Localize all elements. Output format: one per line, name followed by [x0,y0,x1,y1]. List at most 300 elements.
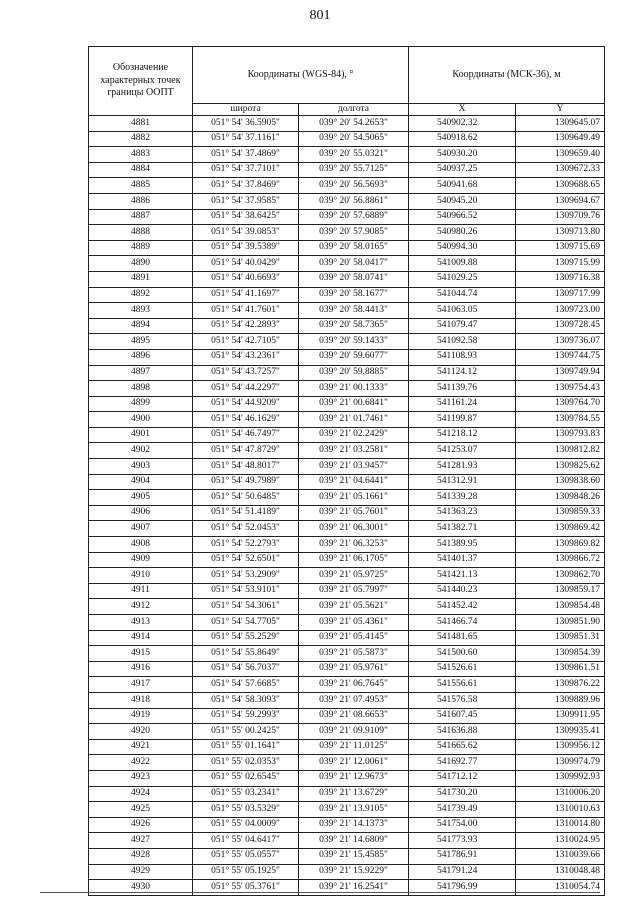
x-cell: 541773.93 [409,833,516,849]
latitude-cell: 051° 54' 43.7257" [193,365,299,381]
header-longitude: долгота [299,104,409,116]
point-id-cell: 4890 [89,256,193,272]
latitude-cell: 051° 54' 47.8729" [193,443,299,459]
longitude-cell: 039° 21' 13.9105" [299,802,409,818]
x-cell: 541576.58 [409,692,516,708]
table-row [89,459,605,475]
point-id-cell: 4912 [89,599,193,615]
x-cell: 541730.20 [409,786,516,802]
longitude-cell: 039° 20' 59.8885" [299,365,409,381]
point-id-cell: 4892 [89,287,193,303]
latitude-cell: 051° 54' 42.7105" [193,334,299,350]
x-cell: 541421.13 [409,568,516,584]
x-cell: 541312.91 [409,474,516,490]
latitude-cell: 051° 54' 58.3093" [193,692,299,708]
table-row [89,412,605,428]
longitude-cell: 039° 21' 15.4585" [299,848,409,864]
y-cell: 1309754.43 [516,381,605,397]
longitude-cell: 039° 21' 00.6841" [299,396,409,412]
longitude-cell: 039° 21' 03.2581" [299,443,409,459]
point-id-cell: 4883 [89,147,193,163]
table-row [89,692,605,708]
latitude-cell: 051° 55' 05.1925" [193,864,299,880]
latitude-cell: 051° 54' 53.2909" [193,568,299,584]
point-id-cell: 4930 [89,880,193,896]
table-row [89,770,605,786]
y-cell: 1309859.17 [516,583,605,599]
table-row [89,147,605,163]
x-cell: 541481.65 [409,630,516,646]
y-cell: 1310010.63 [516,802,605,818]
x-cell: 541452.42 [409,599,516,615]
x-cell: 541161.24 [409,396,516,412]
table-row [89,833,605,849]
x-cell: 541281.93 [409,459,516,475]
y-cell: 1309723.00 [516,303,605,319]
y-cell: 1309744.75 [516,349,605,365]
table-row [89,568,605,584]
table-row [89,848,605,864]
x-cell: 540994.30 [409,240,516,256]
y-cell: 1309715.99 [516,256,605,272]
x-cell: 541786.91 [409,848,516,864]
table-row [89,552,605,568]
point-id-cell: 4928 [89,848,193,864]
x-cell: 541712.12 [409,770,516,786]
latitude-cell: 051° 54' 49.7989" [193,474,299,490]
table-row [89,615,605,631]
point-id-cell: 4916 [89,661,193,677]
table-row [89,677,605,693]
longitude-cell: 039° 20' 57.9085" [299,225,409,241]
point-id-cell: 4911 [89,583,193,599]
table-row [89,209,605,225]
table-row [89,739,605,755]
longitude-cell: 039° 20' 58.4413" [299,303,409,319]
table-row [89,240,605,256]
latitude-cell: 051° 55' 05.3761" [193,880,299,896]
y-cell: 1309717.99 [516,287,605,303]
longitude-cell: 039° 21' 05.5873" [299,646,409,662]
longitude-cell: 039° 20' 58.0417" [299,256,409,272]
latitude-cell: 051° 54' 37.1161" [193,131,299,147]
table-row [89,131,605,147]
latitude-cell: 051° 54' 55.8649" [193,646,299,662]
y-cell: 1309713.80 [516,225,605,241]
longitude-cell: 039° 21' 12.9673" [299,770,409,786]
x-cell: 540918.62 [409,131,516,147]
latitude-cell: 051° 54' 40.6693" [193,271,299,287]
table-row [89,474,605,490]
y-cell: 1309825.62 [516,459,605,475]
longitude-cell: 039° 21' 12.0061" [299,755,409,771]
longitude-cell: 039° 20' 58.7365" [299,318,409,334]
point-id-cell: 4901 [89,427,193,443]
point-id-cell: 4897 [89,365,193,381]
point-id-cell: 4920 [89,724,193,740]
latitude-cell: 051° 54' 46.7497" [193,427,299,443]
latitude-cell: 051° 54' 39.0853" [193,225,299,241]
y-cell: 1309728.45 [516,318,605,334]
latitude-cell: 051° 54' 51.4189" [193,505,299,521]
table-row [89,318,605,334]
latitude-cell: 051° 55' 05.0557" [193,848,299,864]
longitude-cell: 039° 21' 02.2429" [299,427,409,443]
table-row [89,646,605,662]
x-cell: 540937.25 [409,162,516,178]
longitude-cell: 039° 21' 01.7461" [299,412,409,428]
coordinates-table [88,46,605,896]
y-cell: 1309859.33 [516,505,605,521]
header-y: Y [516,104,605,116]
point-id-cell: 4927 [89,833,193,849]
latitude-cell: 051° 54' 37.9585" [193,193,299,209]
y-cell: 1310006.20 [516,786,605,802]
header-points: Обозначение характерных точек границы ООПТ [89,47,193,116]
longitude-cell: 039° 21' 14.1373" [299,817,409,833]
y-cell: 1309838.60 [516,474,605,490]
y-cell: 1309992.93 [516,770,605,786]
table-row [89,427,605,443]
y-cell: 1309764.70 [516,396,605,412]
latitude-cell: 051° 55' 04.0009" [193,817,299,833]
latitude-cell: 051° 54' 36.5905" [193,116,299,132]
longitude-cell: 039° 20' 56.5693" [299,178,409,194]
longitude-cell: 039° 21' 06.3253" [299,537,409,553]
header-msk36: Координаты (МСК-36), м [409,47,605,104]
table-row [89,334,605,350]
longitude-cell: 039° 21' 05.7997" [299,583,409,599]
longitude-cell: 039° 21' 05.4361" [299,615,409,631]
table-row [89,724,605,740]
header-latitude: широта [193,104,299,116]
longitude-cell: 039° 20' 54.2653" [299,116,409,132]
point-id-cell: 4893 [89,303,193,319]
x-cell: 541556.61 [409,677,516,693]
header-x: X [409,104,516,116]
y-cell: 1309715.69 [516,240,605,256]
y-cell: 1309688.65 [516,178,605,194]
x-cell: 540980.26 [409,225,516,241]
y-cell: 1309854.48 [516,599,605,615]
y-cell: 1309812.82 [516,443,605,459]
longitude-cell: 039° 21' 03.9457" [299,459,409,475]
point-id-cell: 4929 [89,864,193,880]
point-id-cell: 4910 [89,568,193,584]
latitude-cell: 051° 54' 57.6685" [193,677,299,693]
x-cell: 540941.68 [409,178,516,194]
longitude-cell: 039° 20' 58.0165" [299,240,409,256]
x-cell: 541139.76 [409,381,516,397]
longitude-cell: 039° 21' 04.6441" [299,474,409,490]
latitude-cell: 051° 54' 55.2529" [193,630,299,646]
point-id-cell: 4926 [89,817,193,833]
table-row [89,381,605,397]
x-cell: 541199.87 [409,412,516,428]
y-cell: 1309736.07 [516,334,605,350]
x-cell: 541044.74 [409,287,516,303]
longitude-cell: 039° 21' 15.9229" [299,864,409,880]
table-row [89,443,605,459]
longitude-cell: 039° 21' 05.9761" [299,661,409,677]
x-cell: 541029.25 [409,271,516,287]
table-row [89,786,605,802]
latitude-cell: 051° 55' 03.5329" [193,802,299,818]
y-cell: 1309716.38 [516,271,605,287]
point-id-cell: 4924 [89,786,193,802]
longitude-cell: 039° 21' 00.1333" [299,381,409,397]
point-id-cell: 4909 [89,552,193,568]
point-id-cell: 4918 [89,692,193,708]
y-cell: 1309889.96 [516,692,605,708]
y-cell: 1309851.90 [516,615,605,631]
x-cell: 541108.93 [409,349,516,365]
y-cell: 1310039.66 [516,848,605,864]
point-id-cell: 4915 [89,646,193,662]
table-row [89,287,605,303]
table-row [89,178,605,194]
longitude-cell: 039° 21' 09.9109" [299,724,409,740]
y-cell: 1309672.33 [516,162,605,178]
latitude-cell: 051° 55' 00.2425" [193,724,299,740]
point-id-cell: 4885 [89,178,193,194]
latitude-cell: 051° 55' 03.2341" [193,786,299,802]
x-cell: 541218.12 [409,427,516,443]
point-id-cell: 4891 [89,271,193,287]
latitude-cell: 051° 54' 53.9101" [193,583,299,599]
table-row [89,271,605,287]
latitude-cell: 051° 54' 52.2793" [193,537,299,553]
latitude-cell: 051° 54' 37.8469" [193,178,299,194]
point-id-cell: 4899 [89,396,193,412]
table-row [89,708,605,724]
latitude-cell: 051° 54' 52.6501" [193,552,299,568]
x-cell: 540902.32 [409,116,516,132]
table-row [89,755,605,771]
table-row [89,396,605,412]
table-row [89,365,605,381]
latitude-cell: 051° 54' 37.7101" [193,162,299,178]
table-body [89,116,605,896]
y-cell: 1309659.40 [516,147,605,163]
point-id-cell: 4906 [89,505,193,521]
longitude-cell: 039° 21' 14.6809" [299,833,409,849]
point-id-cell: 4905 [89,490,193,506]
x-cell: 541796.99 [409,880,516,896]
y-cell: 1309649.49 [516,131,605,147]
longitude-cell: 039° 21' 08.6653" [299,708,409,724]
y-cell: 1309851.31 [516,630,605,646]
y-cell: 1309793.83 [516,427,605,443]
longitude-cell: 039° 20' 59.6077" [299,349,409,365]
x-cell: 541363.23 [409,505,516,521]
x-cell: 541389.95 [409,537,516,553]
table-row [89,802,605,818]
y-cell: 1310054.74 [516,880,605,896]
latitude-cell: 051° 54' 42.2893" [193,318,299,334]
table-row [89,162,605,178]
longitude-cell: 039° 21' 11.0125" [299,739,409,755]
point-id-cell: 4919 [89,708,193,724]
x-cell: 541739.49 [409,802,516,818]
table-row [89,661,605,677]
x-cell: 541063.05 [409,303,516,319]
x-cell: 541692.77 [409,755,516,771]
point-id-cell: 4921 [89,739,193,755]
point-id-cell: 4907 [89,521,193,537]
longitude-cell: 039° 21' 06.7645" [299,677,409,693]
y-cell: 1309749.94 [516,365,605,381]
y-cell: 1309869.82 [516,537,605,553]
table-row [89,303,605,319]
latitude-cell: 051° 55' 02.6545" [193,770,299,786]
latitude-cell: 051° 54' 50.6485" [193,490,299,506]
point-id-cell: 4913 [89,615,193,631]
longitude-cell: 039° 21' 06.1705" [299,552,409,568]
y-cell: 1309869.42 [516,521,605,537]
y-cell: 1310048.48 [516,864,605,880]
latitude-cell: 051° 55' 02.0353" [193,755,299,771]
latitude-cell: 051° 54' 41.1697" [193,287,299,303]
point-id-cell: 4902 [89,443,193,459]
longitude-cell: 039° 21' 07.4953" [299,692,409,708]
y-cell: 1309784.55 [516,412,605,428]
y-cell: 1309861.51 [516,661,605,677]
x-cell: 541124.12 [409,365,516,381]
x-cell: 541440.23 [409,583,516,599]
table-row [89,193,605,209]
y-cell: 1309694.67 [516,193,605,209]
table-row [89,349,605,365]
y-cell: 1309935.41 [516,724,605,740]
longitude-cell: 039° 20' 58.0741" [299,271,409,287]
latitude-cell: 051° 54' 48.8017" [193,459,299,475]
longitude-cell: 039° 21' 13.6729" [299,786,409,802]
y-cell: 1310014.80 [516,817,605,833]
longitude-cell: 039° 20' 54.5065" [299,131,409,147]
longitude-cell: 039° 21' 05.4145" [299,630,409,646]
bottom-rule [40,892,600,893]
longitude-cell: 039° 21' 05.5621" [299,599,409,615]
table-row [89,537,605,553]
x-cell: 540930.20 [409,147,516,163]
x-cell: 541636.88 [409,724,516,740]
x-cell: 541526.61 [409,661,516,677]
longitude-cell: 039° 20' 56.8861" [299,193,409,209]
y-cell: 1309911.95 [516,708,605,724]
point-id-cell: 4923 [89,770,193,786]
point-id-cell: 4886 [89,193,193,209]
latitude-cell: 051° 54' 59.2993" [193,708,299,724]
latitude-cell: 051° 54' 38.6425" [193,209,299,225]
y-cell: 1309854.39 [516,646,605,662]
latitude-cell: 051° 54' 56.7037" [193,661,299,677]
latitude-cell: 051° 54' 40.0429" [193,256,299,272]
x-cell: 541009.88 [409,256,516,272]
longitude-cell: 039° 21' 16.2541" [299,880,409,896]
point-id-cell: 4922 [89,755,193,771]
latitude-cell: 051° 54' 43.2361" [193,349,299,365]
x-cell: 541253.07 [409,443,516,459]
longitude-cell: 039° 21' 05.9725" [299,568,409,584]
x-cell: 541754.00 [409,817,516,833]
table-row [89,116,605,132]
latitude-cell: 051° 54' 39.5389" [193,240,299,256]
x-cell: 541500.60 [409,646,516,662]
table-row [89,630,605,646]
header-wgs84: Координаты (WGS-84), ° [193,47,409,104]
x-cell: 540966.52 [409,209,516,225]
longitude-cell: 039° 20' 59.1433" [299,334,409,350]
latitude-cell: 051° 54' 52.0453" [193,521,299,537]
longitude-cell: 039° 20' 55.7125" [299,162,409,178]
table-row [89,490,605,506]
latitude-cell: 051° 54' 46.1629" [193,412,299,428]
longitude-cell: 039° 21' 05.7601" [299,505,409,521]
point-id-cell: 4896 [89,349,193,365]
table-row [89,521,605,537]
latitude-cell: 051° 55' 01.1641" [193,739,299,755]
y-cell: 1309876.22 [516,677,605,693]
table-row [89,583,605,599]
latitude-cell: 051° 54' 41.7601" [193,303,299,319]
longitude-cell: 039° 21' 06.3001" [299,521,409,537]
table-row [89,817,605,833]
table-row [89,599,605,615]
point-id-cell: 4894 [89,318,193,334]
x-cell: 541092.58 [409,334,516,350]
y-cell: 1309848.26 [516,490,605,506]
y-cell: 1309974.79 [516,755,605,771]
point-id-cell: 4925 [89,802,193,818]
x-cell: 541791.24 [409,864,516,880]
point-id-cell: 4888 [89,225,193,241]
point-id-cell: 4914 [89,630,193,646]
longitude-cell: 039° 20' 58.1677" [299,287,409,303]
longitude-cell: 039° 21' 05.1661" [299,490,409,506]
point-id-cell: 4900 [89,412,193,428]
x-cell: 541607.45 [409,708,516,724]
latitude-cell: 051° 54' 44.9209" [193,396,299,412]
latitude-cell: 051° 54' 37.4869" [193,147,299,163]
table-row [89,256,605,272]
x-cell: 541382.71 [409,521,516,537]
point-id-cell: 4884 [89,162,193,178]
point-id-cell: 4889 [89,240,193,256]
x-cell: 540945.20 [409,193,516,209]
point-id-cell: 4903 [89,459,193,475]
point-id-cell: 4904 [89,474,193,490]
x-cell: 541665.62 [409,739,516,755]
point-id-cell: 4895 [89,334,193,350]
latitude-cell: 051° 55' 04.6417" [193,833,299,849]
x-cell: 541339.28 [409,490,516,506]
y-cell: 1309862.70 [516,568,605,584]
x-cell: 541079.47 [409,318,516,334]
page-number: 801 [309,8,331,23]
y-cell: 1309866.72 [516,552,605,568]
x-cell: 541401.37 [409,552,516,568]
point-id-cell: 4881 [89,116,193,132]
table-row [89,505,605,521]
x-cell: 541466.74 [409,615,516,631]
latitude-cell: 051° 54' 54.7705" [193,615,299,631]
point-id-cell: 4882 [89,131,193,147]
latitude-cell: 051° 54' 54.3061" [193,599,299,615]
point-id-cell: 4908 [89,537,193,553]
point-id-cell: 4917 [89,677,193,693]
table-row [89,225,605,241]
